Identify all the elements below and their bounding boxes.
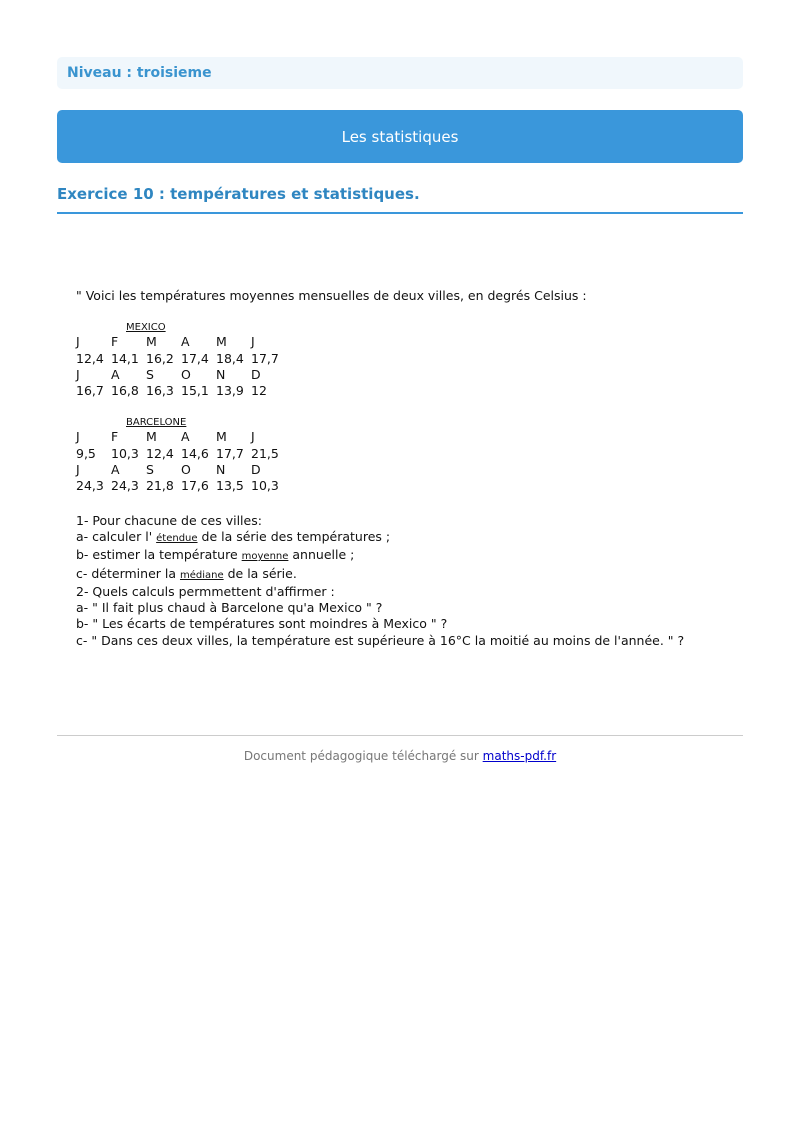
month-cell: D (251, 462, 261, 478)
footer-text: Document pédagogique téléchargé sur (243, 749, 479, 763)
barcelone-values-row-2 (76, 478, 736, 494)
keyword-etendue: étendue (156, 532, 198, 544)
value-cell: 16,7 (76, 383, 104, 399)
month-cell: A (181, 429, 190, 445)
chapter-banner: Les statistiques (57, 110, 743, 163)
month-cell: J (76, 334, 80, 350)
month-cell: A (181, 334, 190, 350)
value-cell: 21,8 (146, 478, 174, 494)
barcelone-months-row-2 (76, 462, 736, 478)
month-cell: M (216, 429, 227, 445)
value-cell: 12 (251, 383, 267, 399)
question-1a (76, 529, 736, 547)
question-2c: c- " Dans ces deux villes, la température est supérieure à 16°C la moitié au moins de l'année. " ? (76, 632, 685, 648)
value-cell: 15,1 (181, 383, 209, 399)
value-cell: 13,5 (216, 478, 244, 494)
level-box (57, 57, 743, 89)
question-text: c- déterminer la (76, 565, 176, 581)
month-cell: F (111, 334, 119, 350)
question-2b: b- " Les écarts de températures sont moindres à Mexico " ? (76, 616, 448, 632)
question-1b (76, 547, 736, 565)
value-cell: 24,3 (111, 478, 139, 494)
value-cell: 17,7 (251, 350, 279, 366)
month-cell: O (181, 366, 191, 382)
value-cell: 18,4 (216, 350, 244, 366)
month-cell: J (76, 462, 80, 478)
footer (57, 749, 743, 763)
month-cell: A (111, 366, 120, 382)
value-cell: 17,6 (181, 478, 209, 494)
month-cell: M (216, 334, 227, 350)
question-text: de la série. (227, 565, 297, 581)
value-cell: 17,7 (216, 445, 244, 461)
question-text: b- estimer la température (76, 547, 238, 563)
barcelone-values-row-1 (76, 446, 736, 462)
month-cell: J (76, 366, 80, 382)
month-cell: F (111, 429, 119, 445)
footer-link[interactable]: maths-pdf.fr (482, 749, 557, 763)
mexico-values-row-2 (76, 383, 736, 399)
question-text: annuelle ; (292, 547, 355, 563)
value-cell: 16,8 (111, 383, 139, 399)
keyword-moyenne: moyenne (241, 551, 289, 563)
value-cell: 14,6 (181, 445, 209, 461)
value-cell: 17,4 (181, 350, 209, 366)
question-1: 1- Pour chacune de ces villes: (76, 512, 262, 528)
value-cell: 9,5 (76, 445, 96, 461)
month-cell: N (216, 366, 226, 382)
mexico-months-row-2 (76, 367, 736, 383)
value-cell: 16,3 (146, 383, 174, 399)
month-cell: M (146, 334, 157, 350)
value-cell: 10,3 (111, 445, 139, 461)
question-1c (76, 566, 736, 584)
footer-divider (57, 735, 743, 736)
value-cell: 10,3 (251, 478, 279, 494)
value-cell: 16,2 (146, 350, 174, 366)
month-cell: S (146, 462, 154, 478)
question-2: 2- Quels calculs permmettent d'affirmer : (76, 583, 335, 599)
exercise-title: Exercice 10 : températures et statistiques. (57, 185, 743, 214)
question-text: a- calculer l' (76, 528, 153, 544)
value-cell: 12,4 (76, 350, 104, 366)
value-cell: 24,3 (76, 478, 104, 494)
value-cell: 13,9 (216, 383, 244, 399)
value-cell: 12,4 (146, 445, 174, 461)
month-cell: N (216, 462, 226, 478)
month-cell: D (251, 366, 261, 382)
mexico-months-row-1 (76, 334, 736, 350)
month-cell: O (181, 462, 191, 478)
month-cell: J (251, 429, 255, 445)
value-cell: 14,1 (111, 350, 139, 366)
month-cell: S (146, 366, 154, 382)
intro-text: " Voici les températures moyennes mensuelles de deux villes, en degrés Celsius : (76, 288, 587, 303)
keyword-mediane: médiane (179, 569, 224, 581)
value-cell: 21,5 (251, 445, 279, 461)
mexico-values-row-1 (76, 351, 736, 367)
barcelone-months-row-1 (76, 429, 736, 445)
question-2a: a- " Il fait plus chaud à Barcelone qu'a Mexico " ? (76, 600, 383, 616)
month-cell: J (251, 334, 255, 350)
month-cell: J (76, 429, 80, 445)
month-cell: A (111, 462, 120, 478)
month-cell: M (146, 429, 157, 445)
exercise-statement (76, 288, 736, 649)
city-name-mexico: MEXICO (126, 322, 166, 334)
city-name-barcelone: BARCELONE (126, 417, 187, 429)
question-text: de la série des températures ; (201, 528, 391, 544)
level-label: Niveau : troisieme (67, 65, 212, 81)
